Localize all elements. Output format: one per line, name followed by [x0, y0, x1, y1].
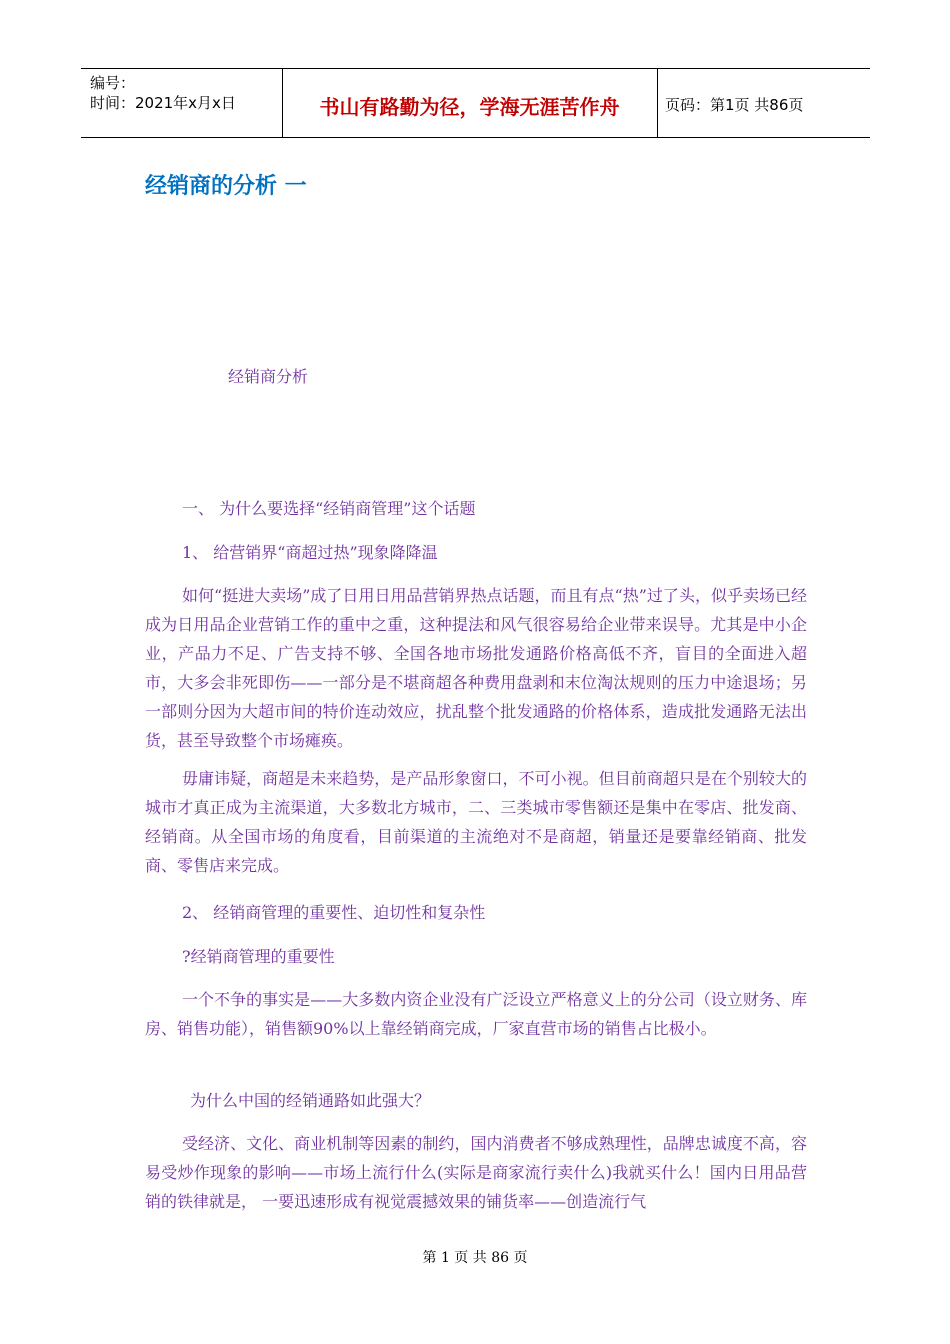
document-time-label: 时间：2021年x月x日: [90, 94, 236, 112]
question-heading: 为什么中国的经销通路如此强大？: [190, 1091, 431, 1110]
paragraph-1: 如何“挺进大卖场”成了日用日用品营销界热点话题，而且有点“热”过了头，似乎卖场已经成为日用品企业营销工作的重中之重，这种提法和风气很容易给企业带来误导。尤其是中小企业，产品力不足、广告支持不够、全国各地市场批发通路价格高低不齐，盲目的全面进入超市，大多会非死即伤——一部分是不堪商超各种费用盘剥和末位淘汰规则的压力中途退场；另一部则分因为大超市间的特价连动效应，扰乱整个批发通路的价格体系，造成批发通路无法出货，甚至导致整个市场瘫痪。: [145, 586, 807, 750]
paragraph-3: 一个不争的事实是——大多数内资企业没有广泛设立严格意义上的分公司（设立财务、库房、销售功能），销售额90%以上靠经销商完成，厂家直营市场的销售占比极小。: [145, 990, 807, 1038]
paragraph-4: 受经济、文化、商业机制等因素的制约，国内消费者不够成熟理性，品牌忠诚度不高，容易受炒作现象的影响——市场上流行什么(实际是商家流行卖什么)我就买什么！国内日用品营销的铁律就是， 一要迅速形成有视觉震撼效果的铺货率——创造流行气: [145, 1134, 807, 1211]
section-1-1-heading: 1、 给营销界“商超过热”现象降降温: [182, 543, 438, 562]
document-title: 经销商的分析 一: [145, 174, 307, 199]
header-motto: 书山有路勤为径，学海无涯苦作舟: [319, 95, 620, 119]
page-footer: 第 1 页 共 86 页: [422, 1250, 528, 1266]
document-subtitle: 经销商分析: [228, 367, 309, 386]
paragraph-2: 毋庸讳疑，商超是未来趋势，是产品形象窗口，不可小视。但目前商超只是在个别较大的城市才真正成为主流渠道，大多数北方城市，二、三类城市零售额还是集中在零店、批发商、经销商。从全国市场的角度看，目前渠道的主流绝对不是商超，销量还是要靠经销商、批发商、零售店来完成。: [145, 769, 807, 875]
section-1-heading: 一、 为什么要选择“经销商管理”这个话题: [182, 499, 476, 518]
page-header: [81, 68, 870, 138]
section-1-2-heading: 2、 经销商管理的重要性、迫切性和复杂性: [182, 903, 486, 922]
header-meta-cell: [81, 69, 283, 137]
header-page-info: 页码：第1页 共86页: [665, 96, 804, 114]
header-motto-cell: [282, 69, 658, 137]
importance-heading: ?经销商管理的重要性: [182, 947, 335, 966]
header-page-cell: [657, 69, 870, 137]
document-number-label: 编号：: [90, 74, 136, 92]
